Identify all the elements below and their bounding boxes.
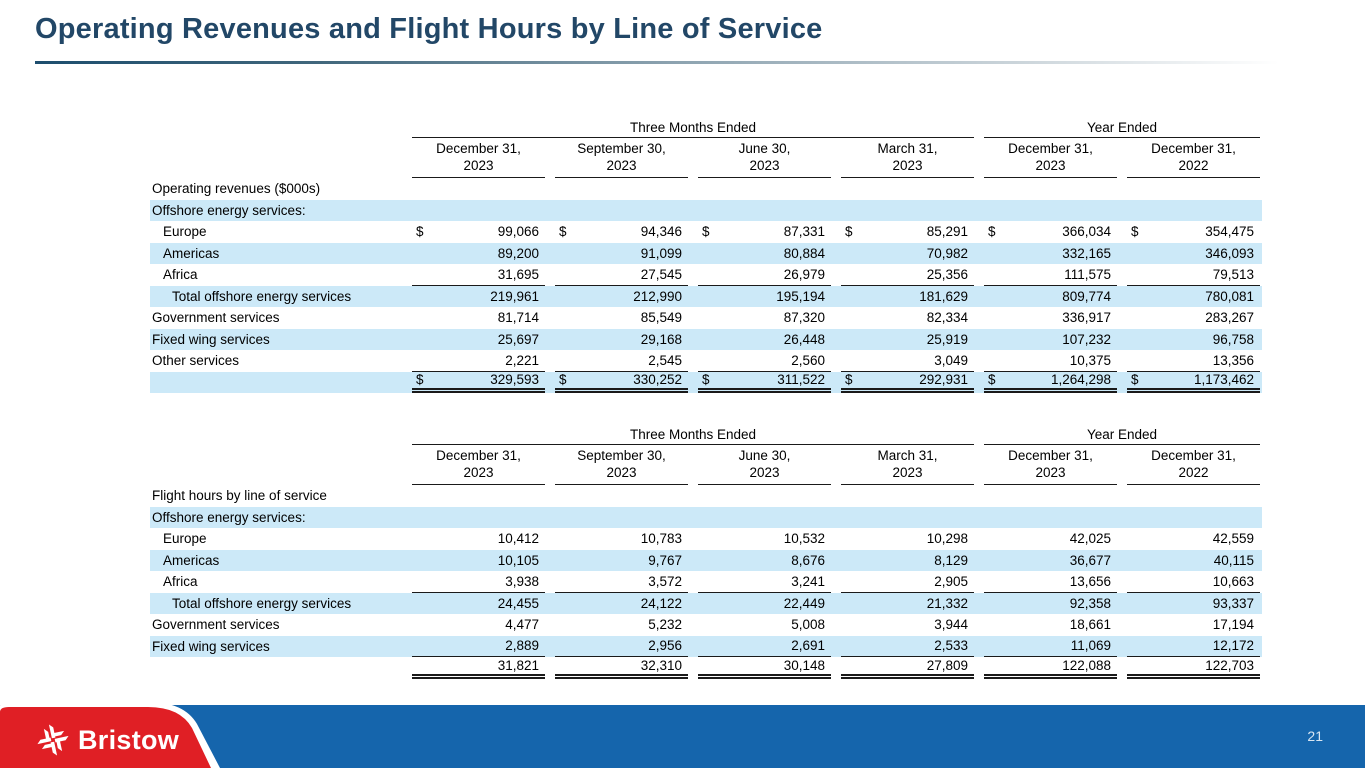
cell-value: 311,522 [777,372,825,388]
currency-symbol: $ [988,224,996,240]
column-header-line1: December 31, [1008,141,1093,156]
column-header [698,445,831,485]
table-row [150,550,1262,572]
table-cell [984,614,1117,636]
table-cell [984,657,1117,679]
table-cell [984,593,1117,615]
cell-value: 93,337 [1212,595,1254,611]
table-cell [412,593,545,615]
column-header [984,138,1117,178]
table-cell [412,329,545,351]
cell-value: 29,168 [640,331,682,347]
cell-value: 25,356 [926,266,968,282]
table-cell [555,329,688,351]
cell-value: 70,982 [926,245,968,261]
cell-value: 195,194 [776,288,825,304]
table-cell [984,571,1117,593]
column-header-line1: December 31, [436,448,521,463]
cell-value: 332,165 [1062,245,1111,261]
column-header-line2: 2023 [463,465,494,480]
table-cell [1127,657,1260,679]
cell-value: 3,938 [505,573,539,589]
cell-value: 13,656 [1069,573,1111,589]
cell-value: 3,944 [934,617,968,633]
table-cell [412,286,545,308]
cell-value: 25,697 [497,331,539,347]
table-cell [1127,264,1260,286]
cell-value: 21,332 [926,595,968,611]
cell-value: 96,758 [1212,331,1254,347]
table-cell [841,636,974,658]
row-label: Government services [152,310,280,326]
table-cell [412,657,545,679]
currency-symbol: $ [559,372,567,388]
column-header-line2: 2023 [749,465,780,480]
table-row [150,593,1262,615]
cell-value: 12,172 [1212,638,1254,654]
table-cell [412,350,545,372]
column-header-line1: September 30, [577,141,666,156]
row-label: Americas [163,245,220,261]
cell-value: 31,821 [497,657,539,673]
column-header-row [150,445,1262,485]
column-header-line2: 2023 [749,158,780,173]
cell-value: 1,264,298 [1050,372,1111,388]
cell-value: 13,356 [1212,352,1254,368]
column-header-line2: 2023 [1035,158,1066,173]
table-cell [1127,221,1260,243]
cell-value: 10,298 [926,531,968,547]
cell-value: 292,931 [919,372,968,388]
group-header: Year Ended [984,120,1260,138]
column-header [841,445,974,485]
table-cell [698,329,831,351]
cell-value: 11,069 [1070,638,1111,654]
cell-value: 99,066 [497,224,539,240]
cell-value: 10,532 [783,531,825,547]
table-cell [698,636,831,658]
row-label: Other services [152,353,240,369]
column-header-line1: December 31, [1151,141,1236,156]
page-title: Operating Revenues and Flight Hours by Line of Service [35,13,823,45]
cell-value: 329,593 [490,372,539,388]
cell-value: 27,809 [926,657,968,673]
table-cell [698,286,831,308]
cell-value: 42,559 [1212,531,1254,547]
table-cell [555,614,688,636]
cell-value: 10,412 [497,531,539,547]
table-cell [984,307,1117,329]
cell-value: 36,677 [1069,552,1111,568]
currency-symbol: $ [1131,372,1139,388]
table-row [150,657,1262,679]
table-row [150,614,1262,636]
table-cell [1127,350,1260,372]
column-header-line1: December 31, [436,141,521,156]
table-cell [1127,243,1260,265]
cell-value: 283,267 [1205,310,1254,326]
cell-value: 3,241 [791,573,825,589]
table-cell [841,657,974,679]
table-cell [555,286,688,308]
cell-value: 30,148 [783,657,825,673]
table-cell [984,243,1117,265]
cell-value: 212,990 [633,288,682,304]
column-header-line2: 2023 [892,158,923,173]
cell-value: 9,767 [648,552,682,568]
column-header-line1: March 31, [877,141,938,156]
table-cell [698,593,831,615]
cell-value: 122,703 [1205,657,1254,673]
cell-value: 2,905 [934,573,968,589]
column-header [555,138,688,178]
currency-symbol: $ [702,224,710,240]
row-label: Offshore energy services: [152,202,306,218]
cell-value: 3,572 [648,573,682,589]
table-cell [555,307,688,329]
table-row [150,372,1262,394]
currency-symbol: $ [416,224,424,240]
table-cell [984,350,1117,372]
column-header-line1: June 30, [738,141,791,156]
table-cell [1127,550,1260,572]
table-cell [555,571,688,593]
row-label: Fixed wing services [152,331,270,347]
table-cell [555,243,688,265]
table-cell [841,307,974,329]
table-cell [555,528,688,550]
cell-value: 25,919 [926,331,968,347]
column-header-line2: 2023 [463,158,494,173]
cell-value: 85,549 [640,310,682,326]
cell-value: 2,545 [648,352,682,368]
table-row [150,528,1262,550]
table-cell [412,372,545,394]
column-header-line2: 2023 [606,158,637,173]
cell-value: 24,122 [640,595,682,611]
table-cell [698,528,831,550]
currency-symbol: $ [416,372,424,388]
table-cell [412,571,545,593]
table-cell [412,221,545,243]
cell-value: 336,917 [1062,310,1111,326]
group-header: Year Ended [984,427,1260,445]
table-cell [698,221,831,243]
table-cell [984,550,1117,572]
cell-value: 85,291 [926,224,968,240]
table-cell [1127,614,1260,636]
row-label: Flight hours by line of service [152,488,327,504]
table-cell [555,550,688,572]
cell-value: 219,961 [490,288,539,304]
table-cell [1127,286,1260,308]
table-cell [984,221,1117,243]
cell-value: 89,200 [497,245,539,261]
column-header [984,445,1117,485]
cell-value: 26,979 [783,266,825,282]
row-label: Fixed wing services [152,638,270,654]
cell-value: 8,676 [791,552,825,568]
column-header [1127,445,1260,485]
column-header-line1: December 31, [1151,448,1236,463]
table-cell [698,657,831,679]
logo-wordmark: Bristow [78,724,180,755]
column-header-line2: 2022 [1178,465,1209,480]
table-cell [841,593,974,615]
table-cell [555,350,688,372]
column-header-line1: September 30, [577,448,666,463]
cell-value: 2,533 [934,638,968,654]
cell-value: 111,575 [1064,266,1111,282]
table-cell [555,636,688,658]
cell-value: 42,025 [1069,531,1111,547]
cell-value: 81,714 [497,310,539,326]
group-header: Three Months Ended [412,120,974,138]
table-cell [841,286,974,308]
cell-value: 10,105 [497,552,539,568]
cell-value: 87,331 [783,224,825,240]
cell-value: 17,194 [1212,617,1254,633]
cell-value: 780,081 [1205,288,1254,304]
table-cell [555,264,688,286]
cell-value: 2,560 [791,352,825,368]
cell-value: 354,475 [1205,224,1254,240]
column-header-line1: June 30, [738,448,791,463]
column-header [1127,138,1260,178]
table-row [150,350,1262,372]
table-cell [984,286,1117,308]
cell-value: 18,661 [1069,617,1111,633]
cell-value: 94,346 [640,224,682,240]
financial-table [150,118,1262,393]
table-cell [412,264,545,286]
cell-value: 330,252 [633,372,682,388]
table-cell [841,243,974,265]
table-cell [1127,571,1260,593]
table-cell [412,636,545,658]
cell-value: 91,099 [640,245,682,261]
table-row [150,200,1262,222]
column-header [555,445,688,485]
cell-value: 5,008 [791,617,825,633]
table-cell [841,571,974,593]
cell-value: 2,889 [505,638,539,654]
table-cell [841,221,974,243]
table-cell [412,528,545,550]
cell-value: 809,774 [1062,288,1111,304]
table-cell [841,350,974,372]
row-label: Europe [163,531,207,547]
table-cell [698,264,831,286]
table-cell [412,550,545,572]
row-label: Offshore energy services: [152,509,306,525]
row-label: Europe [163,224,207,240]
column-header-line2: 2022 [1178,158,1209,173]
column-header-line2: 2023 [892,465,923,480]
table-cell [698,350,831,372]
group-header: Three Months Ended [412,427,974,445]
column-header-line1: December 31, [1008,448,1093,463]
table-cell [698,372,831,394]
cell-value: 87,320 [783,310,825,326]
table-cell [555,221,688,243]
currency-symbol: $ [988,372,996,388]
table-cell [1127,528,1260,550]
title-rule [35,61,1331,64]
table-cell [841,528,974,550]
row-label: Africa [163,574,198,590]
table-cell [698,550,831,572]
tables-area [150,118,1268,711]
cell-value: 10,783 [640,531,682,547]
table-cell [1127,593,1260,615]
table-cell [412,243,545,265]
table-cell [555,372,688,394]
table-cell [984,264,1117,286]
table-row [150,264,1262,286]
table-row [150,329,1262,351]
column-header [841,138,974,178]
table-row [150,178,1262,200]
table-row [150,636,1262,658]
cell-value: 3,049 [934,352,968,368]
table-cell [698,243,831,265]
cell-value: 31,695 [497,266,539,282]
row-label: Government services [152,617,280,633]
cell-value: 366,034 [1062,224,1111,240]
group-header-row [150,425,1262,445]
bristow-logo [36,722,179,758]
column-header-line2: 2023 [606,465,637,480]
cell-value: 8,129 [934,552,968,568]
table-cell [1127,636,1260,658]
column-header-line2: 2023 [1035,465,1066,480]
cell-value: 40,115 [1213,552,1254,568]
cell-value: 4,477 [505,617,539,633]
cell-value: 346,093 [1205,245,1254,261]
cell-value: 107,232 [1062,331,1111,347]
group-header-row [150,118,1262,138]
table-row [150,221,1262,243]
table-cell [1127,329,1260,351]
cell-value: 80,884 [783,245,825,261]
table-cell [984,636,1117,658]
cell-value: 122,088 [1062,657,1111,673]
table-cell [984,372,1117,394]
cell-value: 2,221 [505,352,539,368]
table-row [150,307,1262,329]
cell-value: 10,375 [1069,352,1111,368]
row-label: Americas [163,552,220,568]
currency-symbol: $ [845,372,853,388]
table-cell [984,528,1117,550]
page-number: 21 [1307,728,1323,744]
table-cell [698,307,831,329]
cell-value: 27,545 [640,266,682,282]
cell-value: 79,513 [1212,266,1254,282]
table-cell [698,614,831,636]
row-label: Operating revenues ($000s) [152,181,321,197]
cell-value: 2,691 [791,638,825,654]
currency-symbol: $ [845,224,853,240]
cell-value: 1,173,462 [1193,372,1254,388]
column-header-row [150,138,1262,178]
cell-value: 181,629 [919,288,968,304]
row-label: Total offshore energy services [172,288,352,304]
column-header [412,138,545,178]
cell-value: 22,449 [783,595,825,611]
table-row [150,571,1262,593]
column-header-line1: March 31, [877,448,938,463]
currency-symbol: $ [1131,224,1139,240]
table-row [150,485,1262,507]
table-cell [412,307,545,329]
table-cell [698,571,831,593]
pinwheel-icon [36,722,70,758]
cell-value: 5,232 [648,617,682,633]
table-cell [555,657,688,679]
row-label: Total offshore energy services [172,595,352,611]
cell-value: 2,956 [648,638,682,654]
table-cell [841,372,974,394]
cell-value: 32,310 [640,657,682,673]
table-row [150,243,1262,265]
currency-symbol: $ [702,372,710,388]
currency-symbol: $ [559,224,567,240]
table-cell [984,329,1117,351]
row-label: Africa [163,267,198,283]
table-cell [841,329,974,351]
cell-value: 24,455 [497,595,539,611]
column-header [412,445,545,485]
table-row [150,286,1262,308]
table-cell [1127,372,1260,394]
column-header [698,138,831,178]
cell-value: 10,663 [1212,573,1254,589]
table-cell [841,264,974,286]
table-cell [841,614,974,636]
cell-value: 92,358 [1069,595,1111,611]
table-cell [412,614,545,636]
table-row [150,507,1262,529]
financial-table [150,425,1262,679]
cell-value: 26,448 [783,331,825,347]
table-cell [1127,307,1260,329]
table-cell [841,550,974,572]
table-cell [555,593,688,615]
cell-value: 82,334 [926,310,968,326]
